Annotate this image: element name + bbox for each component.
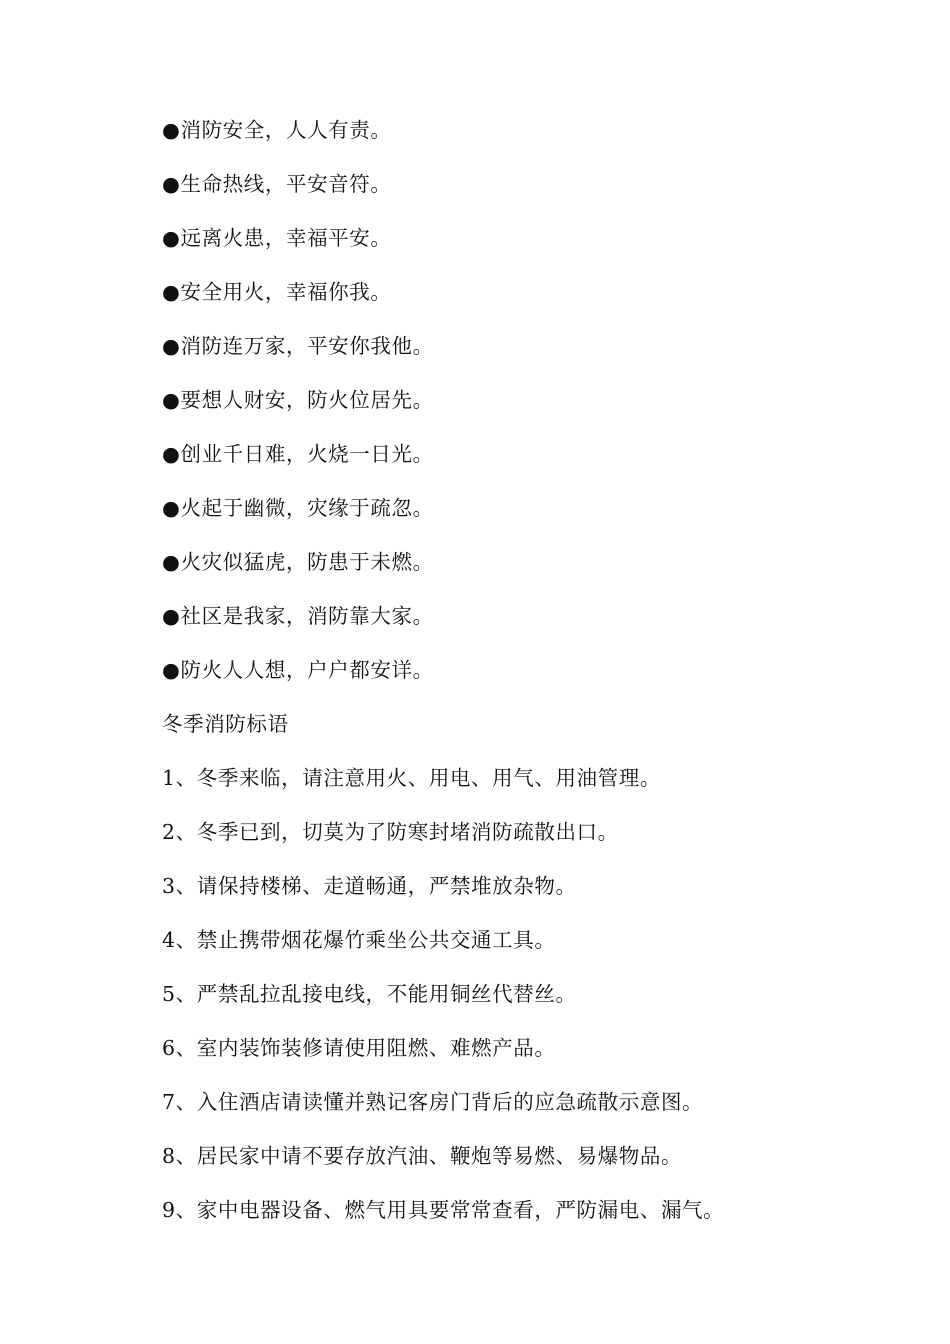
- bullet-slogan: ●创业千日难，火烧一日光。: [162, 442, 434, 466]
- section-heading: 冬季消防标语: [162, 712, 289, 736]
- numbered-slogan: 9、家中电器设备、燃气用具要常常查看，严防漏电、漏气。: [162, 1198, 725, 1222]
- numbered-slogan: 3、请保持楼梯、走道畅通，严禁堆放杂物。: [162, 874, 577, 898]
- bullet-slogan: ●消防连万家，平安你我他。: [162, 334, 434, 358]
- bullet-slogan: ●防火人人想，户户都安详。: [162, 658, 434, 682]
- bullet-slogan: ●远离火患，幸福平安。: [162, 226, 392, 250]
- bullet-slogan: ●安全用火，幸福你我。: [162, 280, 392, 304]
- bullet-slogan: ●要想人财安，防火位居先。: [162, 388, 434, 412]
- numbered-slogan: 1、冬季来临，请注意用火、用电、用气、用油管理。: [162, 766, 661, 790]
- bullet-slogan: ●消防安全，人人有责。: [162, 118, 392, 142]
- numbered-slogan: 4、禁止携带烟花爆竹乘坐公共交通工具。: [162, 928, 556, 952]
- numbered-slogan: 6、室内装饰装修请使用阻燃、难燃产品。: [162, 1036, 556, 1060]
- bullet-slogan: ●火起于幽微，灾缘于疏忽。: [162, 496, 434, 520]
- bullet-slogan: ●火灾似猛虎，防患于未燃。: [162, 550, 434, 574]
- bullet-slogan: ●生命热线，平安音符。: [162, 172, 392, 196]
- numbered-slogan: 7、入住酒店请读懂并熟记客房门背后的应急疏散示意图。: [162, 1090, 704, 1114]
- document-body: [162, 114, 902, 1248]
- numbered-slogan: 5、严禁乱拉乱接电线，不能用铜丝代替丝。: [162, 982, 577, 1006]
- numbered-slogan: 2、冬季已到，切莫为了防寒封堵消防疏散出口。: [162, 820, 619, 844]
- bullet-slogan: ●社区是我家，消防靠大家。: [162, 604, 434, 628]
- numbered-slogan: 8、居民家中请不要存放汽油、鞭炮等易燃、易爆物品。: [162, 1144, 683, 1168]
